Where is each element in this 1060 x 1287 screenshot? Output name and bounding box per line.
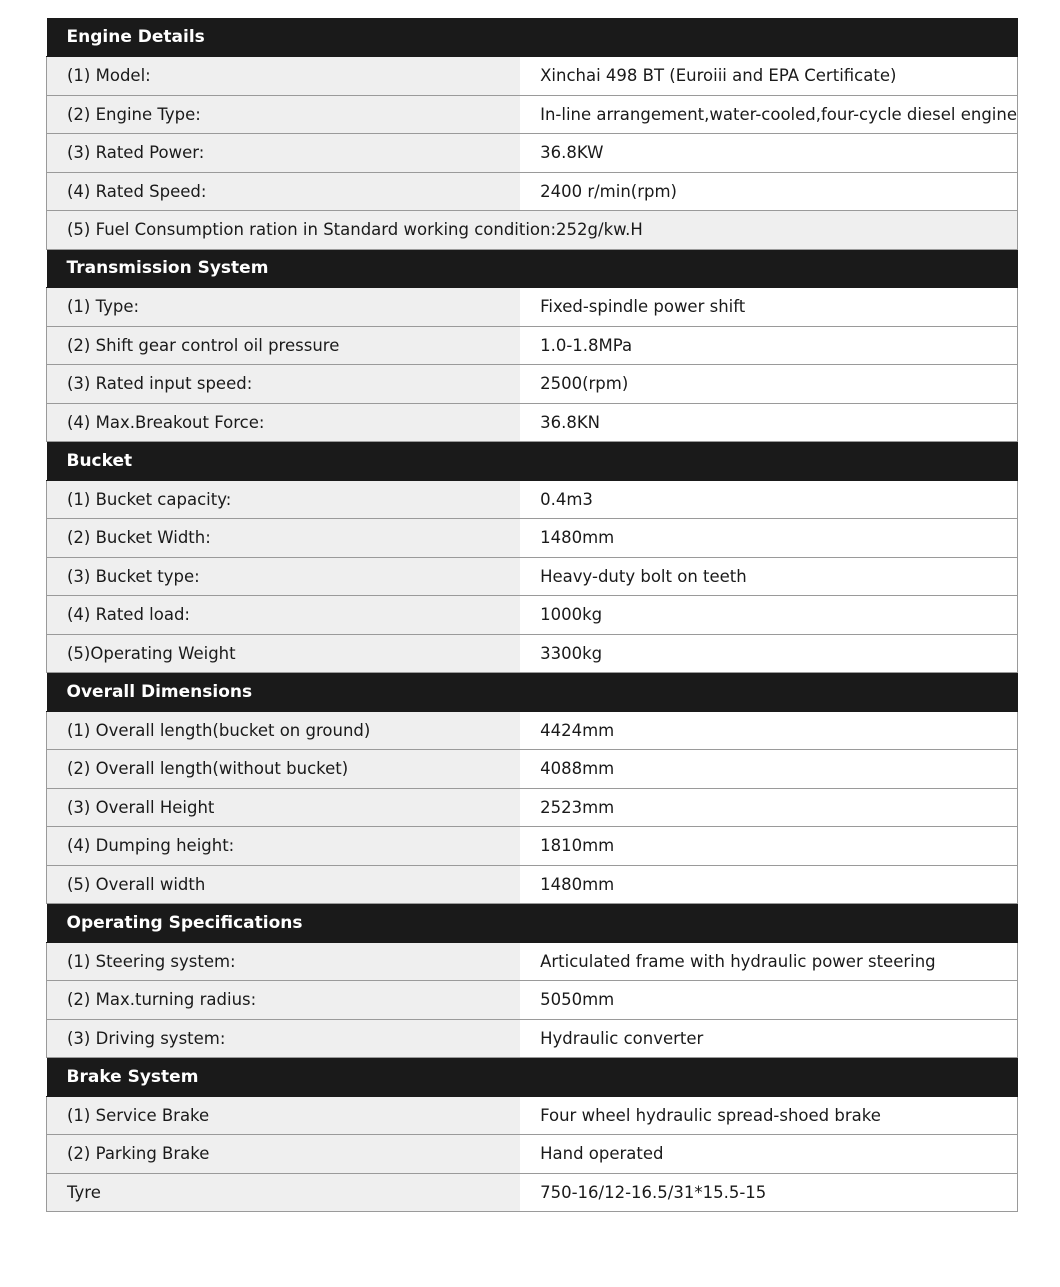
spec-label: (3) Driving system:: [47, 1019, 521, 1058]
spec-label: (5) Overall width: [47, 865, 521, 904]
spec-value: Hydraulic converter: [520, 1019, 1017, 1058]
spec-row: [47, 1096, 1018, 1135]
spec-row: [47, 788, 1018, 827]
spec-value: Articulated frame with hydraulic power steering: [520, 942, 1017, 981]
spec-row: [47, 480, 1018, 519]
spec-value: 1480mm: [520, 519, 1017, 558]
spec-label: Tyre: [47, 1173, 521, 1212]
section-header-bucket: [47, 442, 1018, 481]
spec-value: 1810mm: [520, 827, 1017, 866]
spec-label: (1) Steering system:: [47, 942, 521, 981]
spec-row: [47, 95, 1018, 134]
spec-label: (1) Service Brake: [47, 1096, 521, 1135]
spec-value: 750-16/12-16.5/31*15.5-15: [520, 1173, 1017, 1212]
spec-row: [47, 750, 1018, 789]
spec-row: [47, 865, 1018, 904]
spec-label: (3) Rated input speed:: [47, 365, 521, 404]
spec-row: [47, 172, 1018, 211]
spec-row: [47, 557, 1018, 596]
spec-row: [47, 827, 1018, 866]
spec-label: (3) Rated Power:: [47, 134, 521, 173]
spec-value: Heavy-duty bolt on teeth: [520, 557, 1017, 596]
section-title: Overall Dimensions: [47, 673, 1018, 712]
spec-row: [47, 1173, 1018, 1212]
spec-value: Four wheel hydraulic spread-shoed brake: [520, 1096, 1017, 1135]
spec-row: [47, 596, 1018, 635]
spec-value: 2400 r/min(rpm): [520, 172, 1017, 211]
spec-row: [47, 211, 1018, 250]
section-title: Engine Details: [47, 18, 1018, 57]
spec-row: [47, 326, 1018, 365]
spec-label: (2) Parking Brake: [47, 1135, 521, 1174]
spec-row: [47, 365, 1018, 404]
section-title: Brake System: [47, 1058, 1018, 1097]
spec-row: [47, 403, 1018, 442]
spec-value: 4424mm: [520, 711, 1017, 750]
spec-row: [47, 1135, 1018, 1174]
spec-label: (2) Engine Type:: [47, 95, 521, 134]
spec-label: (4) Rated Speed:: [47, 172, 521, 211]
section-title: Bucket: [47, 442, 1018, 481]
section-header-transmission-system: [47, 249, 1018, 288]
spec-value: 3300kg: [520, 634, 1017, 673]
spec-label: (2) Overall length(without bucket): [47, 750, 521, 789]
spec-value: 2500(rpm): [520, 365, 1017, 404]
spec-row: [47, 519, 1018, 558]
spec-row: [47, 711, 1018, 750]
spec-value: 1000kg: [520, 596, 1017, 635]
spec-value: In-line arrangement,water-cooled,four-cycle diesel engine: [520, 95, 1017, 134]
spec-label: (1) Type:: [47, 288, 521, 327]
spec-value: Hand operated: [520, 1135, 1017, 1174]
spec-label: (1) Overall length(bucket on ground): [47, 711, 521, 750]
spec-label: (3) Overall Height: [47, 788, 521, 827]
spec-row: [47, 1019, 1018, 1058]
spec-table-body: [47, 18, 1018, 1212]
spec-label: (4) Rated load:: [47, 596, 521, 635]
spec-label: (2) Shift gear control oil pressure: [47, 326, 521, 365]
spec-value: 0.4m3: [520, 480, 1017, 519]
spec-row: [47, 57, 1018, 96]
spec-table: [46, 18, 1018, 1212]
spec-value: Fixed-spindle power shift: [520, 288, 1017, 327]
spec-row: [47, 942, 1018, 981]
spec-row: [47, 981, 1018, 1020]
spec-value: 2523mm: [520, 788, 1017, 827]
spec-value: 36.8KN: [520, 403, 1017, 442]
spec-value: 4088mm: [520, 750, 1017, 789]
spec-label: (2) Bucket Width:: [47, 519, 521, 558]
spec-row: [47, 634, 1018, 673]
section-title: Operating Specifications: [47, 904, 1018, 943]
spec-label: (4) Dumping height:: [47, 827, 521, 866]
spec-value: 1480mm: [520, 865, 1017, 904]
section-title: Transmission System: [47, 249, 1018, 288]
spec-value: 36.8KW: [520, 134, 1017, 173]
spec-full-text: (5) Fuel Consumption ration in Standard working condition:252g/kw.H: [47, 211, 1018, 250]
spec-label: (4) Max.Breakout Force:: [47, 403, 521, 442]
spec-value: Xinchai 498 BT (Euroiii and EPA Certificate): [520, 57, 1017, 96]
spec-label: (2) Max.turning radius:: [47, 981, 521, 1020]
section-header-overall-dimensions: [47, 673, 1018, 712]
spec-label: (1) Model:: [47, 57, 521, 96]
spec-label: (1) Bucket capacity:: [47, 480, 521, 519]
section-header-engine-details: [47, 18, 1018, 57]
spec-label: (3) Bucket type:: [47, 557, 521, 596]
spec-row: [47, 288, 1018, 327]
section-header-brake-system: [47, 1058, 1018, 1097]
spec-label: (5)Operating Weight: [47, 634, 521, 673]
spec-value: 5050mm: [520, 981, 1017, 1020]
spec-value: 1.0-1.8MPa: [520, 326, 1017, 365]
spec-row: [47, 134, 1018, 173]
section-header-operating-specifications: [47, 904, 1018, 943]
